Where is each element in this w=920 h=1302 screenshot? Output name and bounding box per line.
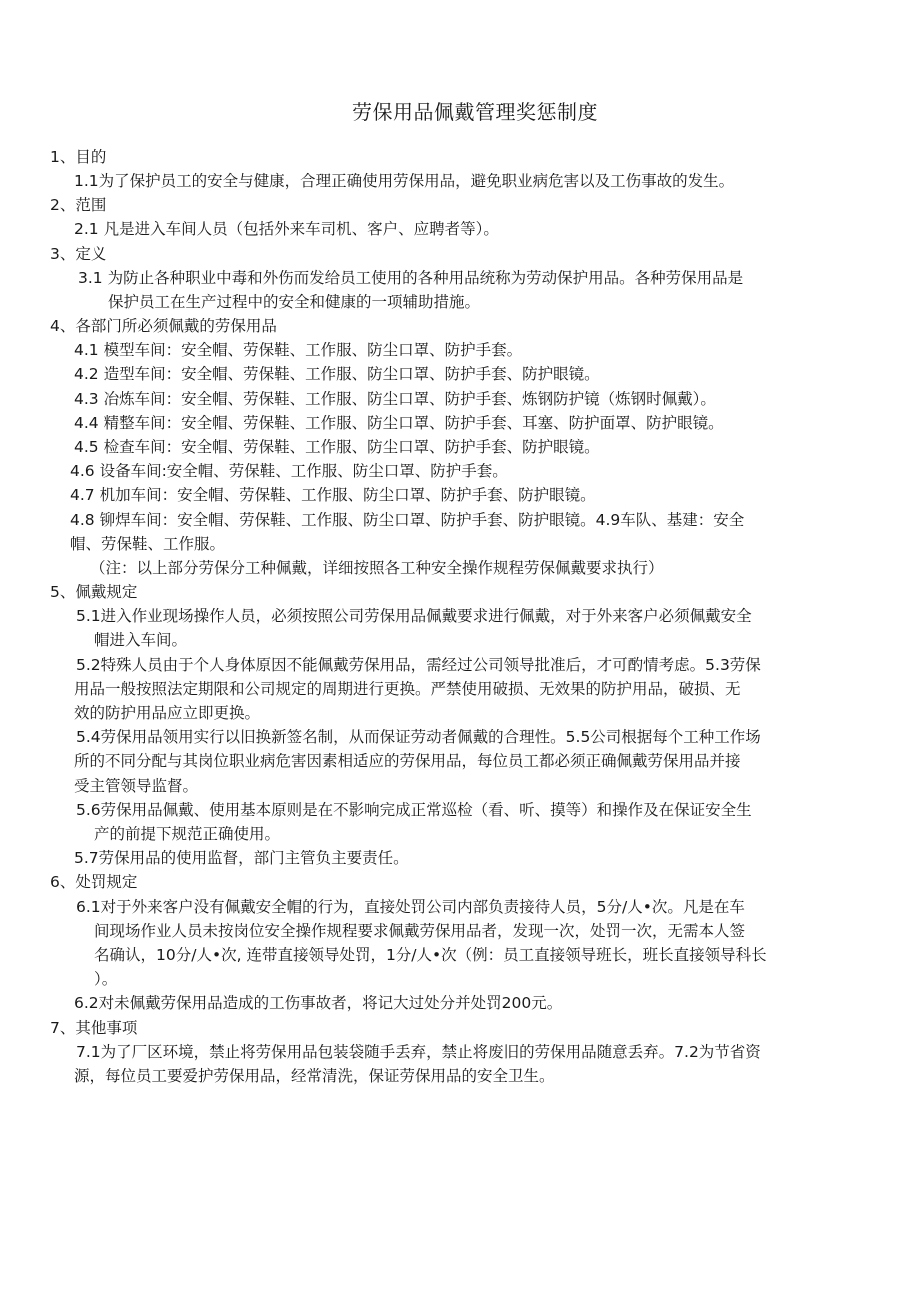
item-6-1-cont-1: 间现场作业人员未按岗位安全操作规程要求佩戴劳保用品者，发现一次，处罚一次，无需本人签: [94, 922, 746, 940]
item-5-3-cont-2: 效的防护用品应立即更换。: [74, 704, 261, 722]
item-5-5-cont-1: 所的不同分配与其岗位职业病危害因素相适应的劳保用品，每位员工都必须正确佩戴劳保用品并接: [74, 752, 741, 770]
item-5-1-cont: 帽进入车间。: [94, 631, 188, 649]
item-5-4: 5.4劳保用品领用实行以旧换新签名制，从而保证劳动者佩戴的合理性。5.5公司根据每个工种工作场: [76, 728, 761, 746]
item-6-1: 6.1对于外来客户没有佩戴安全帽的行为，直接处罚公司内部负责接待人员，5分/人•次。凡是在车: [76, 898, 745, 916]
item-5-7: 5.7劳保用品的使用监督，部门主管负主要责任。: [74, 849, 409, 867]
item-2-1: 2.1 凡是进入车间人员（包括外来车司机、客户、应聘者等）。: [74, 220, 499, 238]
section-6-heading: 6、处罚规定: [50, 873, 138, 891]
item-5-2: 5.2特殊人员由于个人身体原因不能佩戴劳保用品，需经过公司领导批准后，才可酌情考虑。5.3劳保: [76, 656, 761, 674]
item-5-1: 5.1进入作业现场操作人员，必须按照公司劳保用品佩戴要求进行佩戴，对于外来客户必须佩戴安全: [76, 607, 752, 625]
item-4-4: 4.4 精整车间：安全帽、劳保鞋、工作服、防尘口罩、防护手套、耳塞、防护面罩、防护眼镜。: [74, 414, 724, 432]
item-4-3: 4.3 冶炼车间：安全帽、劳保鞋、工作服、防尘口罩、防护手套、炼钢防护镜（炼钢时佩戴）。: [74, 390, 716, 408]
item-4-8: 4.8 铆焊车间：安全帽、劳保鞋、工作服、防尘口罩、防护手套、防护眼镜。4.9车队、基建：安全: [70, 511, 745, 529]
item-1-1: 1.1为了保护员工的安全与健康，合理正确使用劳保用品，避免职业病危害以及工伤事故的发生。: [74, 172, 735, 190]
item-4-7: 4.7 机加车间：安全帽、劳保鞋、工作服、防尘口罩、防护手套、防护眼镜。: [70, 486, 596, 504]
item-5-5-cont-2: 受主管领导监督。: [74, 777, 199, 795]
item-6-2: 6.2对未佩戴劳保用品造成的工伤事故者，将记大过处分并处罚200元。: [74, 994, 563, 1012]
item-3-1-cont: 保护员工在生产过程中的安全和健康的一项辅助措施。: [108, 293, 481, 311]
item-6-1-cont-3: ）。: [94, 970, 118, 988]
item-4-1: 4.1 模型车间：安全帽、劳保鞋、工作服、防尘口罩、防护手套。: [74, 341, 523, 359]
item-4-8-cont: 帽、劳保鞋、工作服。: [70, 535, 226, 553]
section-4-heading: 4、各部门所必须佩戴的劳保用品: [50, 317, 277, 335]
item-3-1: 3.1 为防止各种职业中毒和外伤而发给员工使用的各种用品统称为劳动保护用品。各种劳保用品是: [78, 269, 744, 287]
section-1-heading: 1、目的: [50, 148, 107, 166]
section-5-heading: 5、佩戴规定: [50, 583, 138, 601]
item-5-3-cont-1: 用品一般按照法定期限和公司规定的周期进行更换。严禁使用破损、无效果的防护用品，破损、无: [74, 680, 741, 698]
section-7-heading: 7、其他事项: [50, 1019, 138, 1037]
document-title: 劳保用品佩戴管理奖惩制度: [352, 100, 598, 124]
section-3-heading: 3、定义: [50, 245, 107, 263]
item-4-note: （注：以上部分劳保分工种佩戴，详细按照各工种安全操作规程劳保佩戴要求执行）: [90, 559, 664, 577]
item-6-1-cont-2: 名确认，10分/人•次, 连带直接领导处罚，1分/人•次（例：员工直接领导班长，班长直接领导科长: [94, 946, 767, 964]
item-7-2-cont: 源，每位员工要爱护劳保用品，经常清洗，保证劳保用品的安全卫生。: [74, 1067, 555, 1085]
item-5-6: 5.6劳保用品佩戴、使用基本原则是在不影响完成正常巡检（看、听、摸等）和操作及在保证安全生: [76, 801, 752, 819]
item-4-5: 4.5 检查车间：安全帽、劳保鞋、工作服、防尘口罩、防护手套、防护眼镜。: [74, 438, 600, 456]
item-7-1: 7.1为了厂区环境，禁止将劳保用品包装袋随手丢弃，禁止将废旧的劳保用品随意丢弃。7.2为节省资: [76, 1043, 761, 1061]
item-4-2: 4.2 造型车间：安全帽、劳保鞋、工作服、防尘口罩、防护手套、防护眼镜。: [74, 365, 600, 383]
item-4-6: 4.6 设备车间:安全帽、劳保鞋、工作服、防尘口罩、防护手套。: [70, 462, 508, 480]
section-2-heading: 2、范围: [50, 196, 107, 214]
item-5-6-cont: 产的前提下规范正确使用。: [94, 825, 281, 843]
